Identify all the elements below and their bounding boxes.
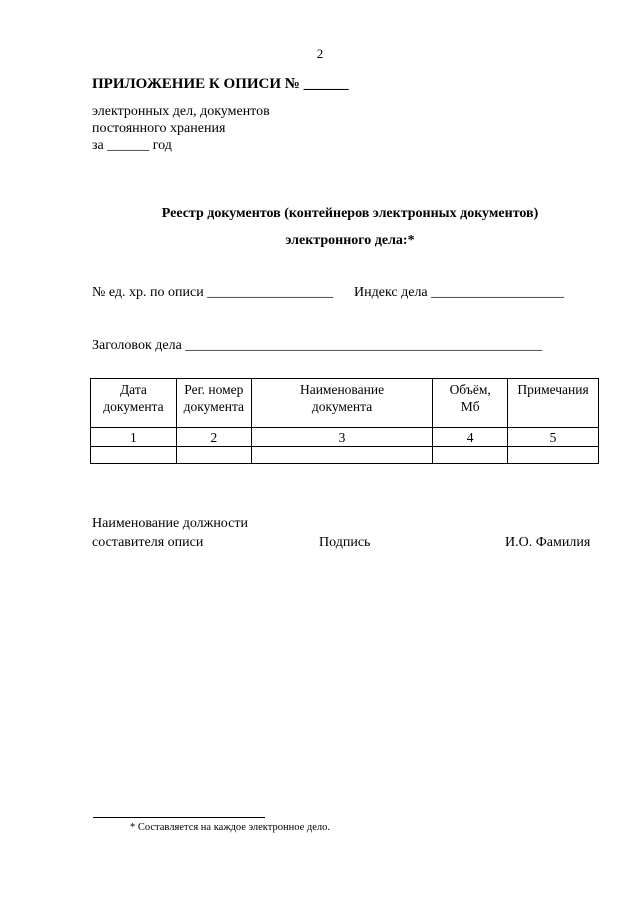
position-title-line-1: Наименование должности bbox=[92, 516, 248, 531]
table-cell bbox=[91, 447, 177, 464]
subtitle-line-2: постоянного хранения bbox=[92, 121, 226, 136]
header-volume: Объём, Мб bbox=[433, 379, 508, 428]
register-table bbox=[90, 378, 599, 464]
subtitle-line-3: за ______ год bbox=[92, 138, 172, 153]
signature-label: Подпись bbox=[319, 535, 371, 550]
column-number: 5 bbox=[508, 428, 599, 447]
register-heading-line-1: Реестр документов (контейнеров электронных документов) bbox=[161, 206, 539, 221]
footnote: * Составляется на каждое электронное дело. bbox=[130, 822, 330, 833]
column-number: 4 bbox=[433, 428, 508, 447]
column-number: 1 bbox=[91, 428, 177, 447]
header-date: Дата документа bbox=[91, 379, 177, 428]
footnote-divider bbox=[93, 817, 265, 818]
case-title-field: Заголовок дела ___________________________________________________ bbox=[92, 338, 543, 353]
header-notes: Примечания bbox=[508, 379, 599, 428]
appendix-title: ПРИЛОЖЕНИЕ К ОПИСИ № ______ bbox=[92, 76, 349, 92]
table-cell bbox=[251, 447, 432, 464]
case-index-field: Индекс дела ___________________ bbox=[354, 285, 565, 300]
column-number: 2 bbox=[176, 428, 251, 447]
header-doc-name: Наименование документа bbox=[251, 379, 432, 428]
subtitle-line-1: электронных дел, документов bbox=[92, 104, 270, 119]
position-title-line-2: составителя описи bbox=[92, 535, 204, 550]
register-heading-line-2: электронного дела:* bbox=[285, 233, 415, 248]
header-reg-number: Рег. номер документа bbox=[176, 379, 251, 428]
table-header-row bbox=[91, 379, 599, 428]
table-cell bbox=[508, 447, 599, 464]
unit-number-field: № ед. хр. по описи __________________ bbox=[92, 285, 334, 300]
name-label: И.О. Фамилия bbox=[505, 535, 591, 550]
column-number: 3 bbox=[251, 428, 432, 447]
column-number-row bbox=[91, 428, 599, 447]
table-cell bbox=[176, 447, 251, 464]
page-number: 2 bbox=[316, 46, 324, 61]
table-cell bbox=[433, 447, 508, 464]
table-row bbox=[91, 447, 599, 464]
